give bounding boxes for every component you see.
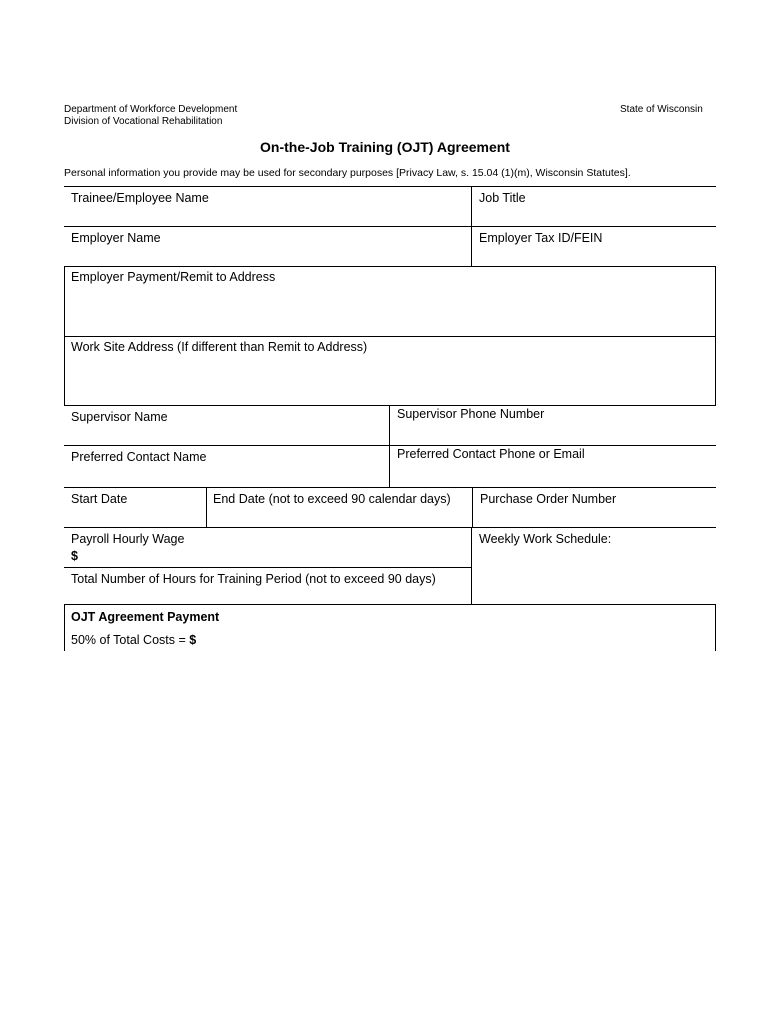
state-name: State of Wisconsin (620, 104, 703, 115)
employer-tax-id-field[interactable]: Employer Tax ID/FEIN (479, 231, 603, 245)
remit-address-field[interactable]: Employer Payment/Remit to Address (71, 270, 276, 284)
rule (64, 527, 716, 528)
payment-cost-field[interactable] (71, 633, 196, 648)
rule (206, 487, 207, 527)
payment-heading: OJT Agreement Payment (71, 610, 220, 624)
rule (64, 405, 716, 406)
weekly-schedule-field[interactable]: Weekly Work Schedule: (479, 532, 612, 546)
privacy-notice: Personal information you provide may be used for secondary purposes [Privacy Law, s. 15.04 (1)(m), Wisconsin Statutes]. (64, 167, 631, 179)
contact-phone-email-field[interactable]: Preferred Contact Phone or Email (397, 447, 585, 461)
supervisor-phone-field[interactable]: Supervisor Phone Number (397, 407, 545, 421)
employer-name-field[interactable]: Employer Name (71, 231, 161, 245)
supervisor-name-field[interactable]: Supervisor Name (71, 410, 168, 424)
form-title: On-the-Job Training (OJT) Agreement (260, 139, 510, 155)
rule (64, 336, 716, 337)
rule (64, 186, 716, 187)
rule (715, 604, 716, 651)
hourly-wage-field[interactable]: Payroll Hourly Wage (71, 532, 185, 546)
total-hours-field[interactable]: Total Number of Hours for Training Period (not to exceed 90 days) (71, 572, 436, 586)
rule (64, 567, 472, 568)
trainee-name-field[interactable]: Trainee/Employee Name (71, 191, 209, 205)
rule (64, 487, 716, 488)
rule (472, 487, 473, 527)
department-name: Department of Workforce Development (64, 104, 238, 115)
start-date-field[interactable]: Start Date (71, 492, 128, 506)
purchase-order-field[interactable]: Purchase Order Number (480, 492, 617, 506)
rule (64, 604, 65, 651)
rule (64, 266, 716, 267)
job-title-field[interactable]: Job Title (479, 191, 526, 205)
rule (389, 405, 390, 487)
contact-name-field[interactable]: Preferred Contact Name (71, 450, 207, 464)
division-name: Division of Vocational Rehabilitation (64, 116, 223, 127)
end-date-field[interactable]: End Date (not to exceed 90 calendar days) (213, 492, 451, 506)
rule (64, 604, 716, 605)
payment-cost-symbol: $ (189, 633, 197, 647)
hourly-wage-dollar: $ (71, 549, 78, 563)
rule (64, 226, 716, 227)
rule (471, 186, 472, 266)
work-site-address-field[interactable]: Work Site Address (If different than Remit to Address) (71, 340, 368, 354)
rule (64, 445, 716, 446)
rule (471, 527, 472, 604)
payment-cost-label: 50% of Total Costs = (71, 633, 190, 647)
